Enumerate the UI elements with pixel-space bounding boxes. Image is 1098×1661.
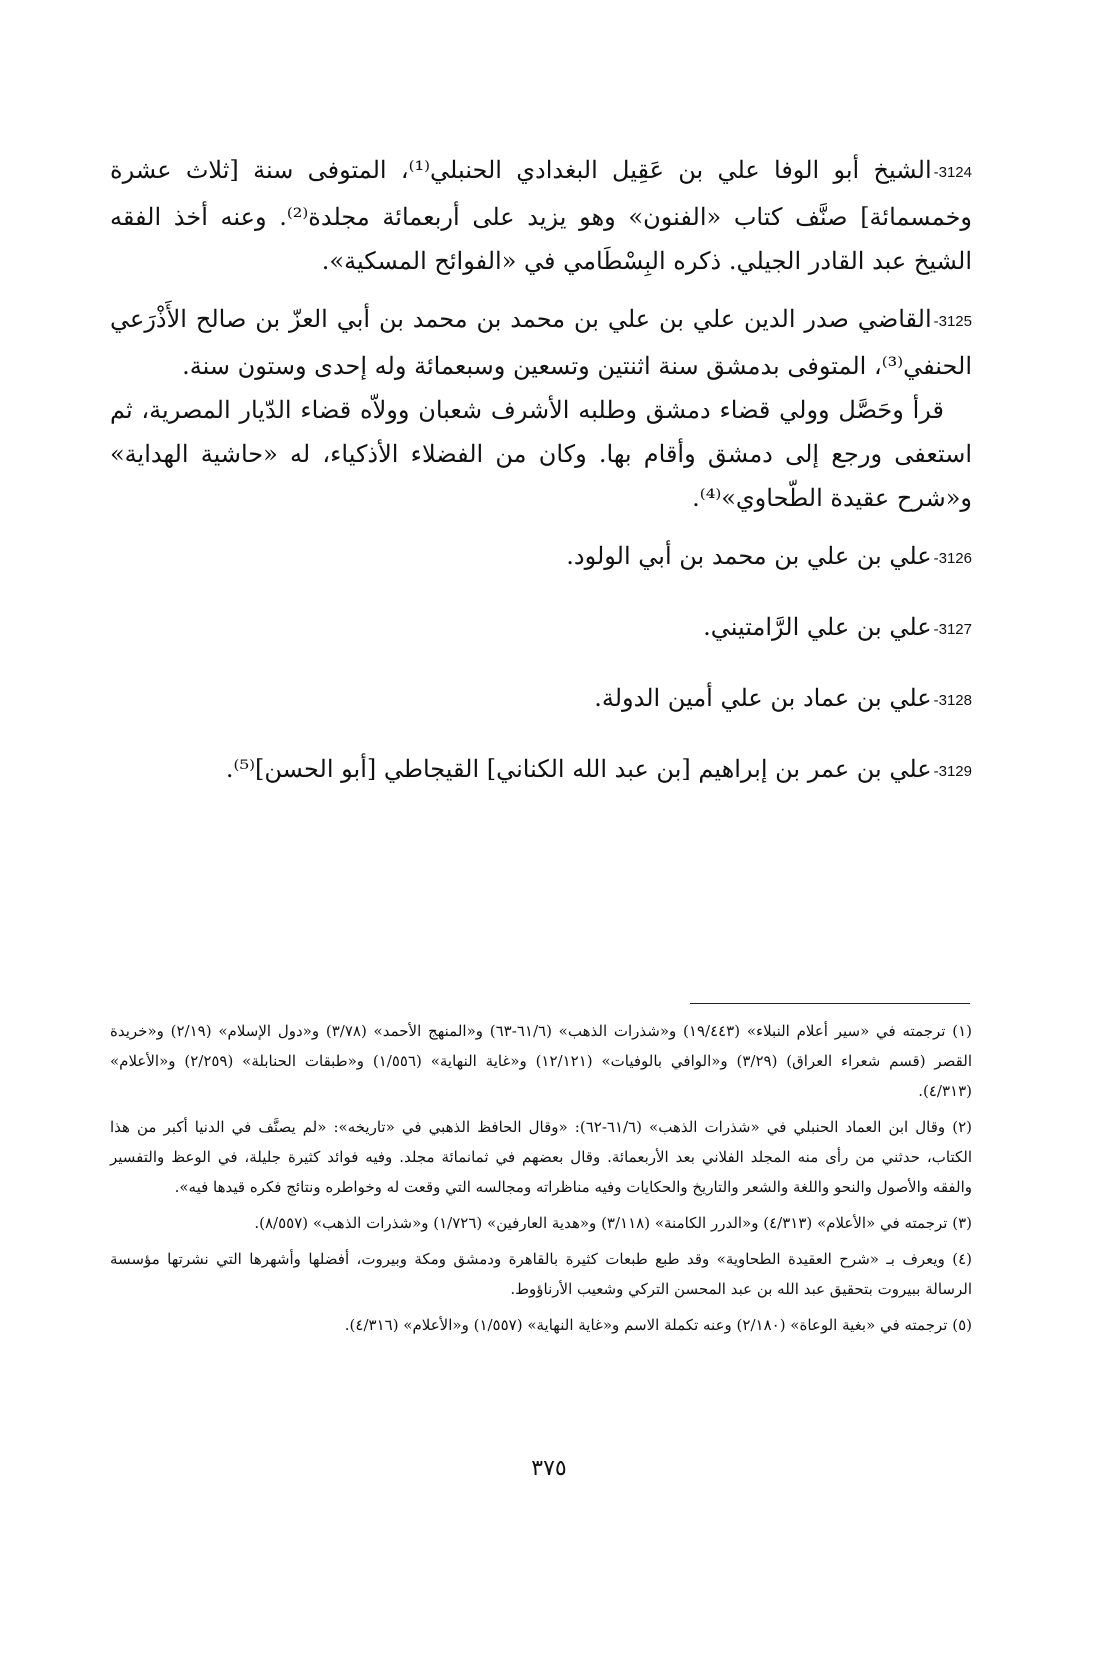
- entry-3127: [110, 605, 972, 652]
- entry-3124: [110, 148, 972, 283]
- entry-3129: [110, 747, 972, 794]
- entry-number: 3124-: [933, 164, 972, 181]
- entry-number: 3128-: [933, 692, 972, 709]
- entry-number: 3127-: [933, 621, 972, 638]
- footnote-4: (٤) ويعرف بـ «شرح العقيدة الطحاوية» وقد طبع طبعات كثيرة بالقاهرة ودمشق ومكة وبيروت، أفضلها وأشهرها التي نشرتها مؤسسة الرسالة ببيروت بتحقيق عبد الله بن عبد المحسن التركي وشعيب الأرناؤوط.: [110, 1250, 972, 1298]
- footnote-1: (١) ترجمته في «سير أعلام النبلاء» (١٩/٤٤٣) و«شذرات الذهب» (٦١/٦-٦٣) و«المنهج الأحمد» (٣/٧٨) و«دول الإسلام» (٢/١٩) و«خريدة القصر (قسم شعراء العراق) (٣/٢٩) و«الوافي بالوفيات» (١٢/١٢١) و«غاية النهاية» (١/٥٥٦) و«طبقات الحنابلة» (٢/٢٥٩) و«الأعلام» (٤/٣١٣).: [110, 1022, 972, 1100]
- footnote-5: (٥) ترجمته في «بغية الوعاة» (٢/١٨٠) وعنه تكملة الاسم و«غاية النهاية» (١/٥٥٧) و«الأعلام» (٤/٣١٦).: [344, 1316, 972, 1334]
- entry-number: 3125-: [933, 313, 972, 330]
- entry-text: علي بن علي الرَّامتيني.: [703, 613, 932, 641]
- entry-paragraph: قرأ وحَصَّل وولي قضاء دمشق وطلبه الأشرف شعبان وولاّه قضاء الدّيار المصرية، ثم استعفى ورجع إلى دمشق وأقام بها. وكان من الفضلاء الأذكياء، له «حاشية الهداية» و«شرح عقيدة الطّحاوي»⁽⁴⁾.: [110, 396, 972, 512]
- entry-3125: [110, 297, 972, 520]
- footnote-separator: [690, 1003, 970, 1004]
- footnote-2: (٢) وقال ابن العماد الحنبلي في «شذرات الذهب» (٦١/٦-٦٢): «وقال الحافظ الذهبي في «تاريخه»: «لم يصنَّف في الدنيا أكبر من هذا الكتاب، حدثني من رأى منه المجلد الفلاني بعد الأربعمائة. وقال بعضهم في ثمانمائة مجلد. وفيه فوائد كثيرة جليلة، في الوعظ والتفسير والفقه والأصول والنحو واللغة والشعر والتاريخ والحكايات وفيه مناظراته ومجالسه التي وقعت له وخواطره ونتائج فكره قيدها فيه».: [110, 1118, 972, 1196]
- main-text: [110, 148, 972, 818]
- entry-text: الشيخ أبو الوفا علي بن عَقِيل البغدادي الحنبلي⁽¹⁾، المتوفى سنة [ثلاث عشرة وخمسمائة] صنَّف كتاب «الفنون» وهو يزيد على أربعمائة مجلدة⁽²⁾. وعنه أخذ الفقه الشيخ عبد القادر الجيلي. ذكره البِسْطَامي في «الفوائح المسكية».: [110, 156, 972, 275]
- entry-text: علي بن عمر بن إبراهيم [بن عبد الله الكناني] القيجاطي [أبو الحسن]⁽⁵⁾.: [225, 755, 932, 783]
- entry-text: القاضي صدر الدين علي بن علي بن محمد بن محمد بن أبي العزّ بن صالح الأَذْرَعي الحنفي⁽³⁾، المتوفى بدمشق سنة اثنتين وتسعين وسبعمائة وله إحدى وستون سنة.: [110, 305, 972, 380]
- page-number: ٣٧٥: [531, 1456, 567, 1481]
- entry-number: 3129-: [933, 763, 972, 780]
- entry-3128: [110, 676, 972, 723]
- entry-text: علي بن عماد بن علي أمين الدولة.: [594, 684, 932, 712]
- footnote-3: (٣) ترجمته في «الأعلام» (٤/٣١٣) و«الدرر الكامنة» (٣/١١٨) و«هدية العارفين» (١/٧٢٦) و«شذرات الذهب» (٨/٥٥٧).: [254, 1214, 972, 1232]
- footnotes: [110, 1016, 972, 1346]
- entry-number: 3126-: [933, 550, 972, 567]
- entry-text: علي بن علي بن محمد بن أبي الولود.: [566, 542, 932, 570]
- entry-3126: [110, 534, 972, 581]
